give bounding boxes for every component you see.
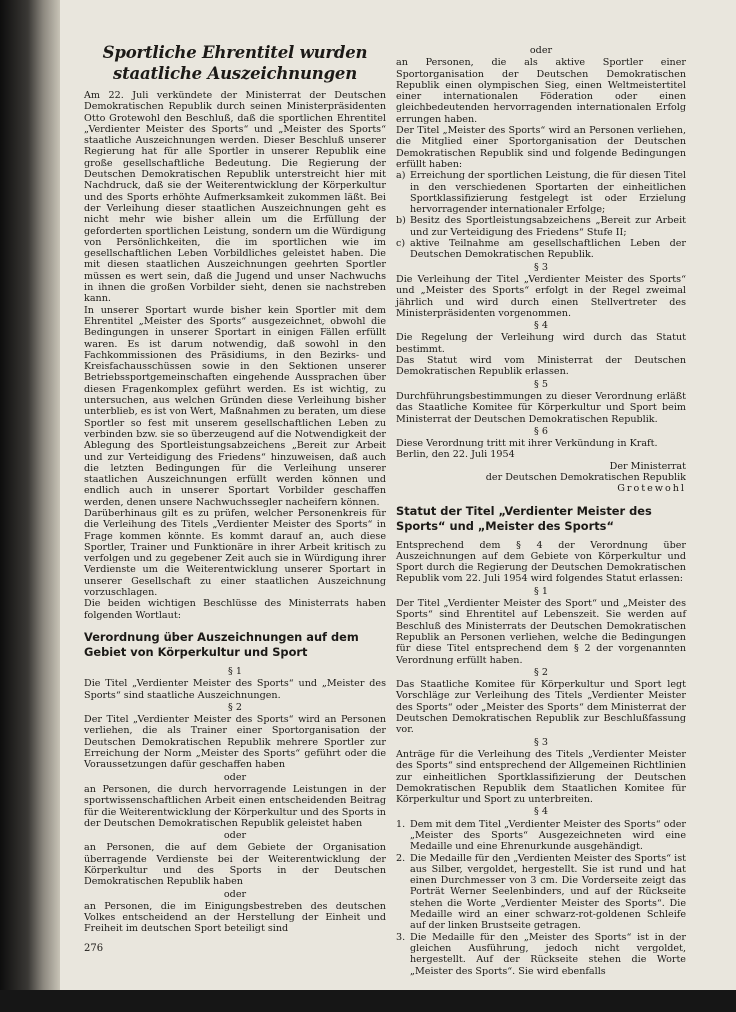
list-text: aktive Teilnahme am gesellschaftlichen Leben der Deutschen Demokratischen Republik.: [410, 238, 686, 261]
page-number: 276: [84, 943, 104, 954]
list-text: Besitz des Sportleistungsabzeichens „Bereit zur Arbeit und zur Verteidigung des Friedens“ Stufe II;: [410, 215, 686, 238]
section-label: § 1: [228, 665, 242, 677]
oder-label: oder: [223, 771, 247, 783]
list-item: [396, 819, 686, 853]
list-item: [396, 170, 686, 215]
section-text: Anträge für die Verleihung des Titels „Verdienter Meister des Sports“ sind entsprechend der Allgemeinen Richtlinien zur einheitlichen Sportklassifizierung der Deutschen Demokratischen Republik dem Staatlichen Komitee für Körperkultur und Sport zu unterbreiten.: [396, 748, 686, 806]
section-text: Die Regelung der Verleihung wird durch das Statut bestimmt.: [396, 332, 686, 355]
date-line: Berlin, den 22. Juli 1954: [396, 449, 515, 461]
section-label: § 1: [534, 585, 548, 597]
section-text: Die Titel „Verdienter Meister des Sports“ und „Meister des Sports“ sind staatliche Auszeichnungen.: [84, 678, 386, 701]
section-text: Das Statut wird vom Ministerrat der Deutschen Demokratischen Republik erlassen.: [396, 355, 686, 378]
section-alternative: an Personen, die im Einigungsbestreben des deutschen Volkes entscheidend an der Herstellung der Einheit und Freiheit im deutschen Sport beteiligt sind: [84, 900, 386, 935]
section-label: § 4: [534, 806, 548, 818]
list-text: Die Medaille für den „Verdienten Meister des Sports“ ist aus Silber, vergoldet, hergestellt. Sie ist rund und hat einen Durchmesser von 3 cm. Die Vorderseite zeigt das Porträt Werner Seelenbinders, und auf der Rückseite stehen die Worte „Verdienter Meister des Sports“. Die Medaille wird an einer schwarz-rot-goldenen Schleife auf der linken Brustseite getragen.: [410, 852, 686, 932]
left-column: [84, 42, 386, 935]
section-label: § 2: [228, 701, 242, 713]
list-marker: a): [396, 170, 406, 182]
statut-heading: Statut der Titel „Verdienter Meister des Sports“ und „Meister des Sports“: [396, 503, 652, 533]
section-text: Der Titel „Verdienter Meister des Sports“ wird an Personen verliehen, die als Trainer einer Sportorganisation der Deutschen Demokratischen Republik mehrere Sportler zur Erreichung der Norm „Meister des Sports“ geführt oder die Voraussetzungen dafür geschaffen haben: [84, 714, 386, 771]
section-alternative: an Personen, die auf dem Gebiete der Organisation überragende Verdienste bei der Weiterentwicklung der Körperkultur und des Sports in der Deutschen Demokratischen Republik haben: [84, 842, 386, 888]
section-label: § 3: [534, 261, 548, 273]
right-column: [396, 44, 686, 977]
oder-label: oder: [223, 888, 247, 900]
section-label: § 4: [534, 320, 548, 332]
section-alternative: an Personen, die als aktive Sportler einer Sportorganisation der Deutschen Demokratischen Republik einen olympischen Sieg, einen Weltmeistertitel einer internationalen Föderation oder einen gleichbedeutenden hervorragenden internationalen Erfolg errungen haben.: [396, 57, 686, 125]
list-marker: c): [396, 238, 406, 250]
oder-label: oder: [223, 830, 247, 842]
signature-line: Der Ministerrat: [609, 460, 686, 472]
book-spine-shadow: [0, 0, 62, 1012]
page-bottom-edge: [0, 990, 736, 1012]
list-marker: b): [396, 215, 406, 227]
signature-line: der Deutschen Demokratischen Republik: [485, 471, 686, 483]
oder-label: oder: [529, 45, 553, 56]
section-text: Die Verleihung der Titel „Verdienter Meister des Sports“ und „Meister des Sports“ erfolgt in der Regel zweimal jährlich und wird durch einen Stellvertreter des Ministerpräsidenten vorgenommen.: [396, 273, 686, 319]
list-text: Dem mit dem Titel „Verdienter Meister des Sports“ oder „Meister des Sports“ Ausgezeichneten wird eine Medaille und eine Ehrenurkunde ausgehändigt.: [410, 818, 686, 853]
list-text: Die Medaille für den „Meister des Sports“ ist in der gleichen Ausführung, jedoch nicht vergoldet, hergestellt. Auf der Rückseite stehen die Worte „Meister des Sports“. Sie wird ebenfalls: [410, 931, 686, 977]
intro-paragraph-3: Darüberhinaus gilt es zu prüfen, welcher Personenkreis für die Verleihung des Titels „Verdienter Meister des Sports“ in Frage kommen könnte. Es kommt darauf an, auch diese Sportler, Trainer und Funktionäre in ihrer Arbeit kritisch zu verfolgen und zu gegebener Zeit auch sie in Würdigung ihrer Verdienste um die Weiterentwicklung unserer Sportart in unserer Gesellschaft zu einer staatlichen Auszeichnung vorzuschlagen.: [84, 507, 386, 599]
signature-name: Grotewohl: [617, 483, 686, 495]
statut-intro: Entsprechend dem § 4 der Verordnung über Auszeichnungen auf dem Gebiete von Körperkultur und Sport durch die Regierung der Deutschen Demokratischen Republik vom 22. Juli 1954 wird folgendes Statut erlassen:: [396, 539, 686, 585]
section-label: § 3: [534, 736, 548, 748]
section-text: Der Titel „Verdienter Meister des Sport“ und „Meister des Sports“ sind Ehrentitel auf Lebenszeit. Sie werden auf Beschluß des Ministerrats der Deutschen Demokratischen Republik an Personen verliehen, welche die Bedingungen für diese Titel entsprechend dem § 2 der vorgenannten Verordnung erfüllt haben.: [396, 598, 686, 666]
list-marker: 1.: [396, 818, 406, 830]
section-label: § 5: [534, 378, 548, 390]
article-title: Sportliche Ehrentitel wurden staatliche Auszeichnungen: [102, 43, 368, 83]
section-alternative: an Personen, die durch hervorragende Leistungen in der sportwissenschaftlichen Arbeit einen entscheidenden Beitrag für die Weiterentwicklung der Körperkultur und des Sports in der Deutschen Demokratischen Republik geleistet haben: [84, 783, 386, 829]
section-label: § 2: [534, 666, 548, 678]
list-item: [396, 238, 686, 261]
section-label: § 6: [534, 425, 548, 437]
list-item: [396, 853, 686, 932]
list-marker: 2.: [396, 852, 406, 864]
list-item: [396, 932, 686, 977]
verordnung-heading: Verordnung über Auszeichnungen auf dem Gebiet von Körperkultur und Sport: [84, 629, 359, 659]
intro-paragraph-1: Am 22. Juli verkündete der Ministerrat der Deutschen Demokratischen Republik durch seinen Ministerpräsidenten Otto Grotewohl den Beschluß, daß die sportlichen Ehrentitel „Verdienter Meister des Sports“ und „Meister des Sports“ staatliche Auszeichnungen werden. Dieser Beschluß unserer Regierung hat für alle Sportler in unserer Republik eine große gesellschaftliche Bedeutung. Die Regierung der Deutschen Demokratischen Republik unterstreicht hier mit Nachdruck, daß sie der Weiterentwicklung der Körperkultur und des Sports erhöhte Aufmerksamkeit zukommen läßt. Bei der Verleihung dieser staatlichen Auszeichnungen geht es nicht mehr wie bisher allein um die Erfüllung der geforderten sportlichen Leistung, sondern um die Würdigung von Persönlichkeiten, die im sportlichen wie im gesellschaftlichen Leben Vorbildliches geleistet haben. Die mit diesen staatlichen Auszeichnungen geehrten Sportler müssen es wert sein, daß die Jugend und unser Nachwuchs in ihnen die großen Vorbilder sieht, denen sie nachstreben kann.: [84, 90, 386, 305]
list-text: Erreichung der sportlichen Leistung, die für diesen Titel in den verschiedenen Sportarten der einheitlichen Sportklassifizierung festgelegt ist oder Erzielung hervorragender internationaler Erfolge;: [410, 170, 686, 216]
section-text: Der Titel „Meister des Sports“ wird an Personen verliehen, die Mitglied einer Sportorganisation der Deutschen Demokratischen Republik sind und folgende Bedingungen erfüllt haben:: [396, 125, 686, 170]
intro-paragraph-2: In unserer Sportart wurde bisher kein Sportler mit dem Ehrentitel „Meister des Sports“ ausgezeichnet, obwohl die Bedingungen in unserer Sportart in einigen Fällen erfüllt waren. Es ist darum notwendig, daß sowohl in den Fachkommissionen des Präsidiums, in den Bezirks- und Kreisfachausschüssen sowie in den Sektionen unserer Betriebssportgemeinschaften eingehende Aussprachen über diesen Fragenkomplex geführt werden. Es ist wichtig, zu untersuchen, aus welchen Gründen diese Verleihung bisher unterblieb, es ist von Wert, Maßnahmen zu beraten, um diese Sportler so fest mit unserem gesellschaftlichen Leben zu verbinden bzw. sie so überzeugend auf die Notwendigkeit der Ablegung des Sportleistungsabzeichens „Bereit zur Arbeit und zur Verteidigung des Friedens“ hinzuweisen, daß auch die letzten Bedingungen für die Verleihung unserer staatlichen Auszeichnungen erfüllt werden können und endlich auch in unserer Sportart Vorbilder geschaffen werden, denen unsere Nachwuchssegler nacheifern können.: [84, 304, 386, 508]
section-text: Durchführungsbestimmungen zu dieser Verordnung erläßt das Staatliche Komitee für Körperkultur und Sport beim Ministerrat der Deutschen Demokratischen Republik.: [396, 390, 686, 425]
list-item: [396, 215, 686, 238]
section-text: Das Staatliche Komitee für Körperkultur und Sport legt Vorschläge zur Verleihung des Titels „Verdienter Meister des Sports“ oder „Meister des Sports“ dem Ministerrat der Deutschen Demokratischen Republik zur Beschlußfassung vor.: [396, 679, 686, 736]
list-marker: 3.: [396, 931, 406, 943]
section-text: Diese Verordnung tritt mit ihrer Verkündung in Kraft.: [396, 438, 658, 450]
intro-paragraph-4: Die beiden wichtigen Beschlüsse des Ministerrats haben folgenden Wortlaut:: [84, 598, 386, 621]
